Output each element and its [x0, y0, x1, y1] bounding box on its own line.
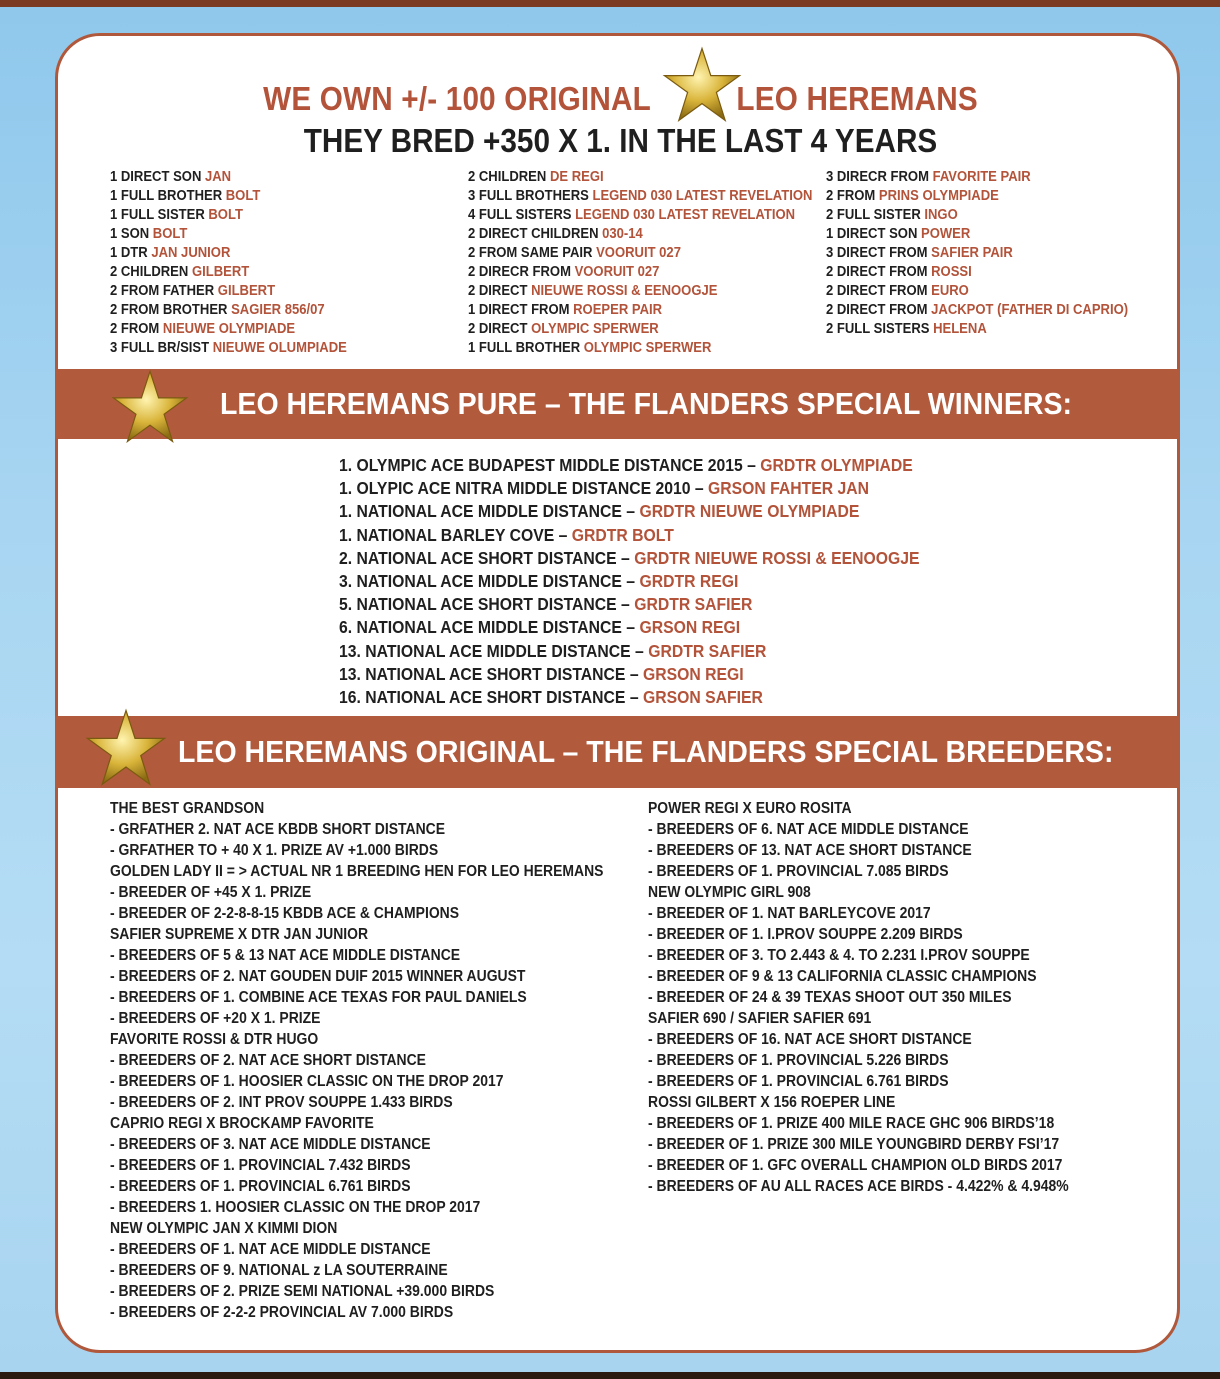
item-highlight: LEGEND 030 LATEST REVELATION: [575, 207, 796, 223]
item-text: 1 FULL BROTHER: [110, 188, 226, 204]
winner-text: 1. OLYPIC ACE NITRA MIDDLE DISTANCE 2010 –: [339, 478, 709, 499]
subheadline: THEY BRED +350 X 1. IN THE LAST 4 YEARS: [303, 122, 938, 159]
breeders-heading: LEO HEREMANS ORIGINAL – THE FLANDERS SPECIAL BREEDERS:: [178, 734, 1114, 769]
breeder-heading: SAFIER 690 / SAFIER SAFIER 691: [648, 1010, 872, 1027]
list-item: [826, 244, 1128, 263]
item-text: 1 DTR: [110, 245, 152, 261]
list-item: [826, 187, 1128, 206]
winner-text: 1. NATIONAL ACE MIDDLE DISTANCE –: [339, 501, 640, 522]
winners-heading: LEO HEREMANS PURE – THE FLANDERS SPECIAL WINNERS:: [220, 386, 1072, 421]
breeder-item: - BREEDER OF 9 & 13 CALIFORNIA CLASSIC CHAMPIONS: [648, 968, 1037, 985]
list-item: [110, 263, 347, 282]
item-text: 2 DIRECR FROM: [468, 264, 575, 280]
breeder-item: - BREEDERS OF 1. HOOSIER CLASSIC ON THE DROP 2017: [110, 1073, 504, 1090]
list-item: [468, 225, 812, 244]
item-text: 3 DIRECT FROM: [826, 245, 932, 261]
item-text: 1 FULL BROTHER: [468, 340, 584, 356]
item-text: 2 DIRECT FROM: [826, 302, 932, 318]
item-highlight: OLYMPIC SPERWER: [583, 340, 712, 356]
list-item: [110, 320, 347, 339]
breeder-heading: POWER REGI X EURO ROSITA: [648, 800, 852, 817]
item-text: 2 FULL SISTERS: [826, 321, 934, 337]
item-text: 2 FROM FATHER: [110, 283, 218, 299]
breeder-item: - BREEDERS OF 1. PROVINCIAL 6.761 BIRDS: [648, 1073, 949, 1090]
item-text: 2 FROM BROTHER: [110, 302, 232, 318]
winner-highlight: GRDTR BOLT: [571, 524, 674, 545]
item-highlight: NIEUWE ROSSI & EENOOGJE: [531, 283, 718, 299]
breeder-item: - BREEDERS OF +20 X 1. PRIZE: [110, 1010, 321, 1027]
breeder-heading: ROSSI GILBERT X 156 ROEPER LINE: [648, 1094, 896, 1111]
list-item: [110, 187, 347, 206]
winner-item: [339, 663, 919, 686]
winner-text: 2. NATIONAL ACE SHORT DISTANCE –: [339, 547, 635, 568]
lineage-column-2: [468, 168, 851, 358]
breeder-item: - BREEDER OF 1. I.PROV SOUPPE 2.209 BIRDS: [648, 926, 963, 943]
headline-left: WE OWN +/- 100 ORIGINAL: [263, 80, 651, 117]
winner-highlight: GRSON REGI: [639, 617, 741, 638]
winner-item: [339, 547, 919, 570]
winner-item: [339, 593, 919, 616]
lineage-column-1: [110, 168, 373, 358]
winner-highlight: GRSON FAHTER JAN: [708, 478, 870, 499]
breeder-heading: NEW OLYMPIC JAN X KIMMI DION: [110, 1220, 338, 1237]
list-item: [826, 263, 1128, 282]
item-text: 3 FULL BROTHERS: [468, 188, 593, 204]
breeder-item: - BREEDER OF 1. GFC OVERALL CHAMPION OLD BIRDS 2017: [648, 1157, 1063, 1174]
winner-highlight: GRDTR SAFIER: [634, 594, 753, 615]
breeder-item: - BREEDERS OF 1. PROVINCIAL 5.226 BIRDS: [648, 1052, 949, 1069]
breeder-item: - BREEDER OF 1. PRIZE 300 MILE YOUNGBIRD DERBY FSI’17: [648, 1136, 1060, 1153]
item-text: 2 DIRECT FROM: [826, 264, 932, 280]
item-text: 2 FROM: [110, 321, 163, 337]
breeder-item: - BREEDERS OF 16. NAT ACE SHORT DISTANCE: [648, 1031, 972, 1048]
breeder-item: - BREEDER OF 24 & 39 TEXAS SHOOT OUT 350 MILES: [648, 989, 1012, 1006]
winner-highlight: GRSON REGI: [642, 663, 744, 684]
item-text: 3 FULL BR/SIST: [110, 340, 213, 356]
winner-highlight: GRDTR REGI: [639, 570, 739, 591]
breeder-item: - BREEDERS OF AU ALL RACES ACE BIRDS - 4.422% & 4.948%: [648, 1178, 1069, 1195]
breeder-item: - GRFATHER 2. NAT ACE KBDB SHORT DISTANCE: [110, 821, 446, 838]
winner-highlight: GRDTR NIEUWE OLYMPIADE: [639, 501, 860, 522]
headline: [114, 80, 1127, 118]
item-highlight: PRINS OLYMPIADE: [878, 188, 999, 204]
list-item: [826, 168, 1128, 187]
list-item: [826, 206, 1128, 225]
item-text: 2 DIRECT: [468, 321, 532, 337]
item-highlight: INGO: [924, 207, 958, 223]
content-card: [55, 33, 1180, 1353]
list-item: [468, 301, 812, 320]
winner-highlight: GRSON SAFIER: [642, 686, 763, 707]
breeder-item: - BREEDERS OF 2. NAT GOUDEN DUIF 2015 WINNER AUGUST: [110, 968, 526, 985]
list-item: [826, 225, 1128, 244]
list-item: [110, 282, 347, 301]
breeder-item: - BREEDERS OF 1. PROVINCIAL 7.432 BIRDS: [110, 1157, 411, 1174]
headline-right: LEO HEREMANS: [736, 80, 978, 117]
item-highlight: FAVORITE PAIR: [932, 169, 1031, 185]
winner-highlight: GRDTR SAFIER: [648, 640, 767, 661]
item-highlight: VOORUIT 027: [596, 245, 681, 261]
item-highlight: NIEUWE OLYMPIADE: [162, 321, 296, 337]
item-highlight: ROEPER PAIR: [573, 302, 663, 318]
item-highlight: 030-14: [602, 226, 643, 242]
item-highlight: HELENA: [933, 321, 987, 337]
breeders-column-left: [110, 798, 658, 1323]
winner-text: 6. NATIONAL ACE MIDDLE DISTANCE –: [339, 617, 640, 638]
breeder-item: - BREEDERS OF 2. NAT ACE SHORT DISTANCE: [110, 1052, 426, 1069]
winner-text: 3. NATIONAL ACE MIDDLE DISTANCE –: [339, 570, 640, 591]
list-item: [468, 320, 812, 339]
item-text: 2 DIRECT FROM: [826, 283, 932, 299]
item-text: 2 CHILDREN: [110, 264, 192, 280]
breeder-item: - BREEDER OF 1. NAT BARLEYCOVE 2017: [648, 905, 931, 922]
winner-highlight: GRDTR OLYMPIADE: [760, 455, 913, 475]
breeder-heading: THE BEST GRANDSON: [110, 800, 265, 817]
item-highlight: BOLT: [152, 226, 188, 242]
list-item: [826, 320, 1128, 339]
item-highlight: EURO: [931, 283, 969, 299]
breeder-item: - BREEDERS OF 3. NAT ACE MIDDLE DISTANCE: [110, 1136, 431, 1153]
item-text: 1 DIRECT FROM: [468, 302, 574, 318]
breeder-item: - BREEDERS OF 1. PROVINCIAL 6.761 BIRDS: [110, 1178, 411, 1195]
breeder-item: - BREEDERS OF 6. NAT ACE MIDDLE DISTANCE: [648, 821, 969, 838]
item-highlight: GILBERT: [191, 264, 250, 280]
breeder-item: - BREEDERS OF 1. PROVINCIAL 7.085 BIRDS: [648, 863, 949, 880]
list-item: [110, 301, 347, 320]
winner-item: [339, 477, 919, 500]
winner-text: 13. NATIONAL ACE SHORT DISTANCE –: [339, 663, 643, 684]
breeder-item: - BREEDERS OF 9. NATIONAL z LA SOUTERRAINE: [110, 1262, 448, 1279]
item-text: 2 DIRECT CHILDREN: [468, 226, 603, 242]
bottom-border: [0, 1372, 1220, 1379]
lineage-column-3: [826, 168, 1162, 339]
breeder-item: - BREEDERS OF 2-2-2 PROVINCIAL AV 7.000 BIRDS: [110, 1304, 454, 1321]
item-text: 2 DIRECT: [468, 283, 532, 299]
item-text: 2 FROM SAME PAIR: [468, 245, 597, 261]
winners-banner: [55, 369, 1180, 439]
winner-highlight: GRDTR NIEUWE ROSSI & EENOOGJE: [634, 547, 920, 568]
list-item: [468, 282, 812, 301]
list-item: [468, 206, 812, 225]
breeder-heading: GOLDEN LADY II = > ACTUAL NR 1 BREEDING HEN FOR LEO HEREMANS: [110, 863, 604, 880]
list-item: [110, 244, 347, 263]
gold-star-icon: [111, 369, 189, 447]
winner-item: [339, 524, 919, 547]
breeder-item: - GRFATHER TO + 40 X 1. PRIZE AV +1.000 BIRDS: [110, 842, 439, 859]
winner-item: [339, 570, 919, 593]
item-text: 2 FROM: [826, 188, 879, 204]
breeders-banner: [55, 716, 1180, 788]
top-border: [0, 0, 1220, 7]
item-highlight: VOORUIT 027: [574, 264, 660, 280]
item-highlight: JAN JUNIOR: [151, 245, 231, 261]
item-highlight: SAFIER PAIR: [931, 245, 1013, 261]
list-item: [468, 244, 812, 263]
breeder-item: - BREEDER OF 2-2-8-8-15 KBDB ACE & CHAMPIONS: [110, 905, 460, 922]
item-text: 3 DIRECR FROM: [826, 169, 933, 185]
breeder-heading: NEW OLYMPIC GIRL 908: [648, 884, 811, 901]
breeder-item: - BREEDERS OF 5 & 13 NAT ACE MIDDLE DISTANCE: [110, 947, 461, 964]
item-highlight: JACKPOT (FATHER DI CAPRIO): [931, 302, 1129, 318]
winner-item: [339, 640, 919, 663]
winner-text: 16. NATIONAL ACE SHORT DISTANCE –: [339, 686, 643, 707]
list-item: [468, 263, 812, 282]
breeders-column-right: [648, 798, 1115, 1197]
item-highlight: JAN: [204, 169, 232, 185]
winner-text: 13. NATIONAL ACE MIDDLE DISTANCE –: [339, 640, 649, 661]
winner-item: [339, 616, 919, 639]
item-text: 2 CHILDREN: [468, 169, 550, 185]
item-text: 1 SON: [110, 226, 153, 242]
breeder-heading: CAPRIO REGI X BROCKAMP FAVORITE: [110, 1115, 374, 1132]
item-text: 1 DIRECT SON: [826, 226, 921, 242]
breeder-heading: SAFIER SUPREME X DTR JAN JUNIOR: [110, 926, 369, 943]
list-item: [468, 168, 812, 187]
breeder-item: - BREEDERS OF 1. PRIZE 400 MILE RACE GHC 906 BIRDS’18: [648, 1115, 1055, 1132]
list-item: [826, 282, 1128, 301]
list-item: [110, 339, 347, 358]
breeder-item: - BREEDERS OF 2. INT PROV SOUPPE 1.433 BIRDS: [110, 1094, 453, 1111]
item-highlight: BOLT: [225, 188, 261, 204]
item-highlight: POWER: [920, 226, 971, 242]
breeder-item: - BREEDERS 1. HOOSIER CLASSIC ON THE DROP 2017: [110, 1199, 481, 1216]
breeder-item: - BREEDERS OF 13. NAT ACE SHORT DISTANCE: [648, 842, 972, 859]
breeder-item: - BREEDERS OF 2. PRIZE SEMI NATIONAL +39.000 BIRDS: [110, 1283, 495, 1300]
breeder-item: - BREEDERS OF 1. COMBINE ACE TEXAS FOR PAUL DANIELS: [110, 989, 527, 1006]
breeder-heading: FAVORITE ROSSI & DTR HUGO: [110, 1031, 319, 1048]
item-highlight: LEGEND 030 LATEST REVELATION: [592, 188, 813, 204]
list-item: [110, 168, 347, 187]
item-highlight: GILBERT: [217, 283, 276, 299]
item-highlight: NIEUWE OLUMPIADE: [212, 340, 347, 356]
breeder-item: - BREEDER OF 3. TO 2.443 & 4. TO 2.231 I.PROV SOUPPE: [648, 947, 1030, 964]
winners-list: [339, 454, 984, 709]
item-highlight: BOLT: [208, 207, 243, 223]
gold-star-icon: [85, 708, 167, 790]
list-item: [468, 187, 812, 206]
breeder-item: - BREEDER OF +45 X 1. PRIZE: [110, 884, 312, 901]
winner-text: 1. OLYMPIC ACE BUDAPEST MIDDLE DISTANCE 2015 –: [339, 455, 761, 475]
item-highlight: DE REGI: [549, 169, 604, 185]
winner-item: [339, 686, 919, 709]
list-item: [110, 225, 347, 244]
winner-text: 5. NATIONAL ACE SHORT DISTANCE –: [339, 594, 635, 615]
winner-item: [339, 500, 919, 523]
item-highlight: ROSSI: [931, 264, 972, 280]
list-item: [826, 301, 1128, 320]
item-text: 1 DIRECT SON: [110, 169, 205, 185]
breeder-item: - BREEDERS OF 1. NAT ACE MIDDLE DISTANCE: [110, 1241, 431, 1258]
list-item: [468, 339, 812, 358]
item-highlight: SAGIER 856/07: [231, 302, 325, 318]
winner-text: 1. NATIONAL BARLEY COVE –: [339, 524, 572, 545]
item-text: 4 FULL SISTERS: [468, 207, 576, 223]
item-highlight: OLYMPIC SPERWER: [531, 321, 659, 337]
item-text: 1 FULL SISTER: [110, 207, 209, 223]
winner-item: [339, 454, 919, 477]
list-item: [110, 206, 347, 225]
item-text: 2 FULL SISTER: [826, 207, 925, 223]
